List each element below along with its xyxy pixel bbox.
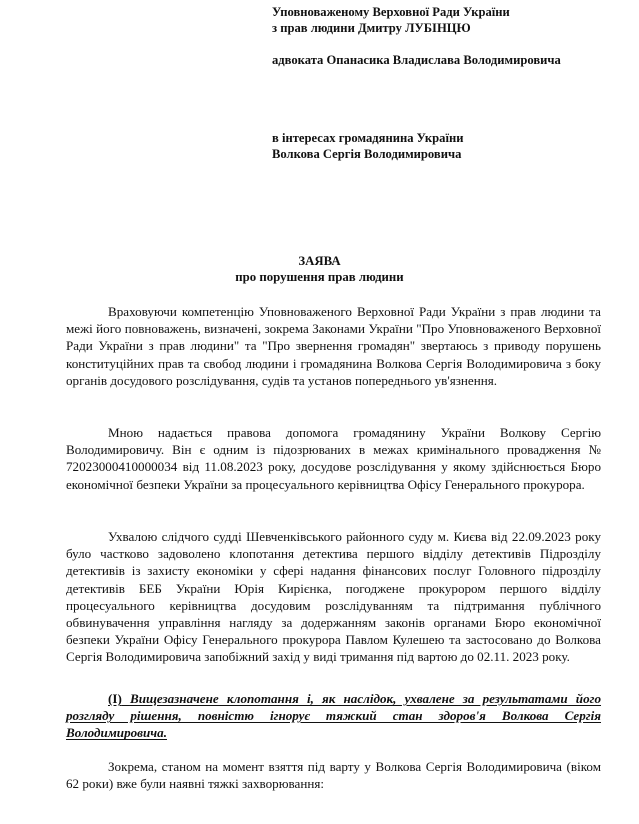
recipient-line-2: з прав людини Дмитру ЛУБІНЦЮ (272, 21, 471, 35)
paragraph-4: Зокрема, станом на момент взяття під варту у Волкова Сергія Володимировича (віком 62 роки) вже були наявні тяжкі захворювання: (66, 759, 601, 792)
section-text: Вищезазначене клопотання і, як наслідок, ухвалене за результатами його розгляду рішення, повністю ігнорує тяжкий стан здоров'я Волкова Сергія Володимировича. (66, 691, 602, 741)
paragraph-3: Ухвалою слідчого судді Шевченківського районного суду м. Києва від 22.09.2023 року було частково задоволено клопотання детектива першого відділу детективів Підрозділу детективів із захисту економіки у сфері надання фінансових послуг Головного підрозділу детективів БЕБ України Юрія Кирієнка, погоджене прокурором першого відділу процесуального керівництва досудовим розслідуванням та підтримання публічного обвинувачення управління нагляду за додержанням законів органами Бюро економічної безпеки України Офісу Генерального прокурора Павлом Кулешею та застосовано до Волкова Сергія Володимировича запобіжний захід у виді тримання під вартою до 02.11. 2023 року. (66, 529, 601, 665)
interest-block (272, 130, 463, 162)
title-subheading: про порушення прав людини (235, 270, 404, 284)
title-heading: ЗАЯВА (298, 254, 341, 268)
recipient-block (272, 4, 510, 36)
paragraph-2: Мною надається правова допомога громадянину України Волкову Сергію Володимировичу. Він є одним із підозрюваних в межах кримінального провадження № 72023000410000034 від 11.08.2023 року, досудове розслідування у якому здійснюється Бюро економічної безпеки України за процесуального керівництва Офісу Генерального прокурора. (66, 425, 601, 492)
section-number: (І) (108, 691, 122, 706)
paragraph-1: Враховуючи компетенцію Уповноваженого Верховної Ради України з прав людини та межі його повноважень, визначені, зокрема Законами України "Про Уповноваженого Верховної Ради України з прав людини" та "Про звернення громадян" звертаюсь з приводу порушень конституційних прав та свобод людини і громадянина Волкова Сергія Володимировича з боку органів досудового розслідування, судів та установ попереднього ув'язнення. (66, 304, 601, 388)
sender-block (272, 52, 561, 68)
document-title (0, 253, 639, 285)
recipient-line-1: Уповноваженому Верховної Ради України (272, 5, 510, 19)
section-heading (66, 690, 601, 742)
interest-line-2: Волкова Сергія Володимировича (272, 147, 462, 161)
interest-line-1: в інтересах громадянина України (272, 131, 464, 145)
sender-line: адвоката Опанасика Владислава Володимировича (272, 53, 561, 67)
